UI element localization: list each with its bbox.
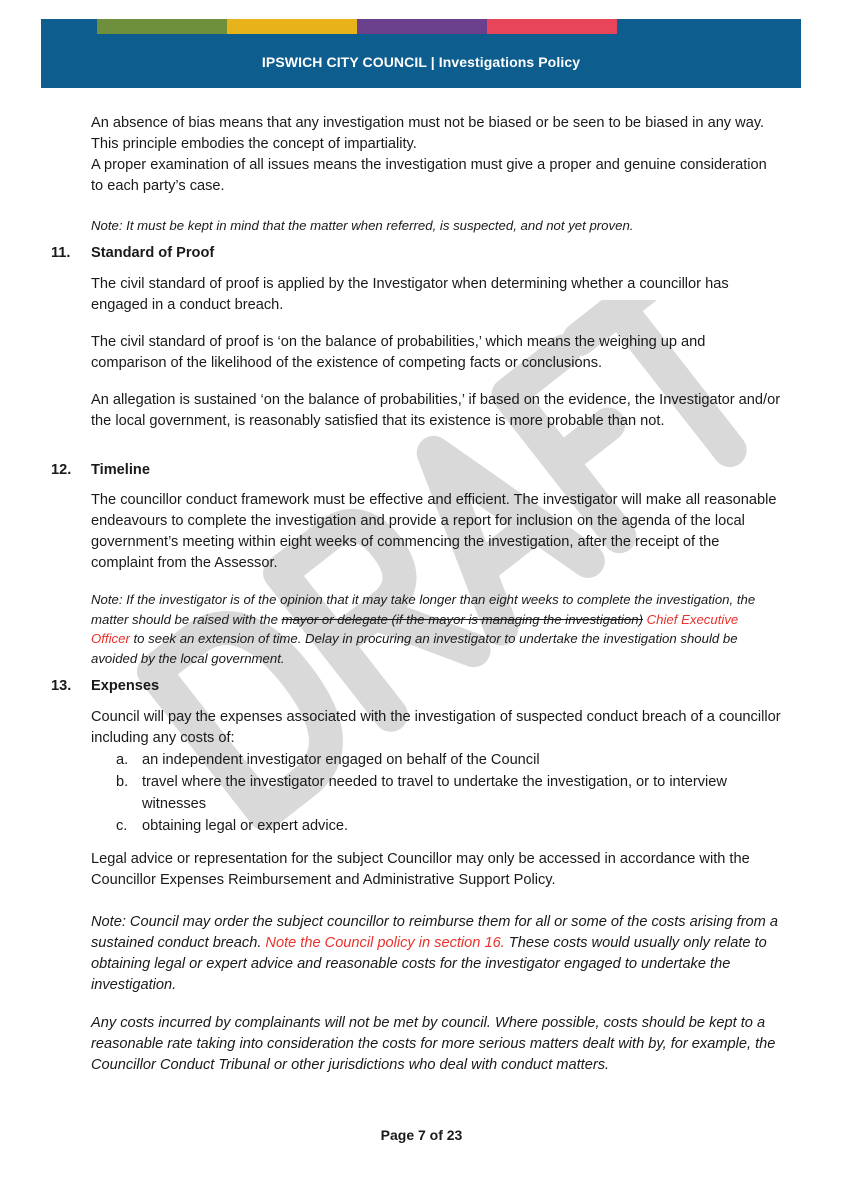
stripe-yellow <box>227 19 357 34</box>
list-item-text: an independent investigator engaged on behalf of the Council <box>142 752 540 768</box>
list-item <box>116 771 756 815</box>
color-stripes <box>97 19 801 34</box>
s12-note-struck-text: mayor or delegate (if the mayor is managing the investigation) <box>281 611 643 627</box>
section-11-number: 11. <box>51 245 71 261</box>
list-marker: c. <box>116 818 128 834</box>
s12-note-text-a: Note: If the investigator is of the opinion that it may take longer than eight weeks to complete the investigation, the matter should be raised with the <box>91 592 756 627</box>
list-item <box>116 815 756 837</box>
s12-paragraph-1: The councillor conduct framework must be effective and efficient. The investigator will make all reasonable endeavours to complete the investigation and provide a report for inclusion on the agenda of the local government’s meeting within eight weeks of commencing the investigation, after the receipt of the complaint from the Assessor. <box>91 492 777 571</box>
s13-note-1-text-b: These costs would usually only relate to obtaining legal or expert advice and reasonable costs for the investigator engaged to undertake the investigation. <box>91 935 767 993</box>
s12-note-red-text: Chief Executive Officer <box>91 611 739 646</box>
s13-note-2: Any costs incurred by complainants will not be met by council. Where possible, costs should be kept to a reasonable rate taking into consideration the costs for more serious matters dealt with by, for example, the Councillor Conduct Tribunal or other jurisdictions who deal with conduct matters. <box>91 1015 776 1073</box>
s13-paragraph-1: Council will pay the expenses associated with the investigation of suspected conduct breach of a councillor including any costs of: <box>91 709 781 746</box>
page-number: Page 7 of 23 <box>380 1127 463 1143</box>
page-header <box>41 19 801 88</box>
list-item-text: travel where the investigator needed to travel to undertake the investigation, or to interview witnesses <box>142 774 727 812</box>
header-title: IPSWICH CITY COUNCIL | Investigations Policy <box>261 54 581 70</box>
s13-paragraph-2: Legal advice or representation for the subject Councillor may only be accessed in accordance with the Councillor Expenses Reimbursement and Administrative Support Policy. <box>91 851 750 888</box>
stripe-green <box>97 19 227 34</box>
list-item-text: obtaining legal or expert advice. <box>142 818 349 834</box>
stripe-blue <box>617 19 801 34</box>
intro-paragraph-2: A proper examination of all issues means the investigation must give a proper and genuine consideration to each party’s case. <box>91 157 767 194</box>
section-12-title: Timeline <box>91 462 150 478</box>
list-item <box>116 749 756 771</box>
s11-paragraph-1: The civil standard of proof is applied by the Investigator when determining whether a councillor has engaged in a conduct breach. <box>91 276 729 313</box>
intro-paragraph-1: An absence of bias means that any investigation must not be biased or be seen to be biased in any way. This principle embodies the concept of impartiality. <box>91 115 765 152</box>
expenses-list <box>116 749 756 837</box>
intro-note: Note: It must be kept in mind that the matter when referred, is suspected, and not yet proven. <box>91 218 634 233</box>
s13-note-1 <box>91 912 781 996</box>
s13-note-1-text-a: Note: Council may order the subject councillor to reimburse them for all or some of the costs arising from a sustained conduct breach. <box>91 914 779 951</box>
stripe-purple <box>357 19 487 34</box>
s13-note-1-red-text: Note the Council policy in section 16. <box>261 935 505 951</box>
section-12-number: 12. <box>51 462 72 478</box>
s11-paragraph-3: An allegation is sustained ‘on the balance of probabilities,’ if based on the evidence, the Investigator and/or the local government, is reasonably satisfied that its existence is more probable than not. <box>91 392 781 429</box>
s12-note-text-b: to seek an extension of time. Delay in procuring an investigator to undertake the investigation should be avoided by the local government. <box>91 631 738 666</box>
s12-note <box>91 590 771 668</box>
list-marker: a. <box>116 752 129 768</box>
s11-paragraph-2: The civil standard of proof is ‘on the balance of probabilities,’ which means the weighing up and comparison of the likelihood of the existence of competing facts or conclusions. <box>91 334 706 371</box>
section-13-title: Expenses <box>91 678 160 694</box>
section-13-number: 13. <box>51 678 72 694</box>
stripe-red <box>487 19 617 34</box>
section-11-title: Standard of Proof <box>91 245 215 261</box>
list-marker: b. <box>116 774 129 790</box>
